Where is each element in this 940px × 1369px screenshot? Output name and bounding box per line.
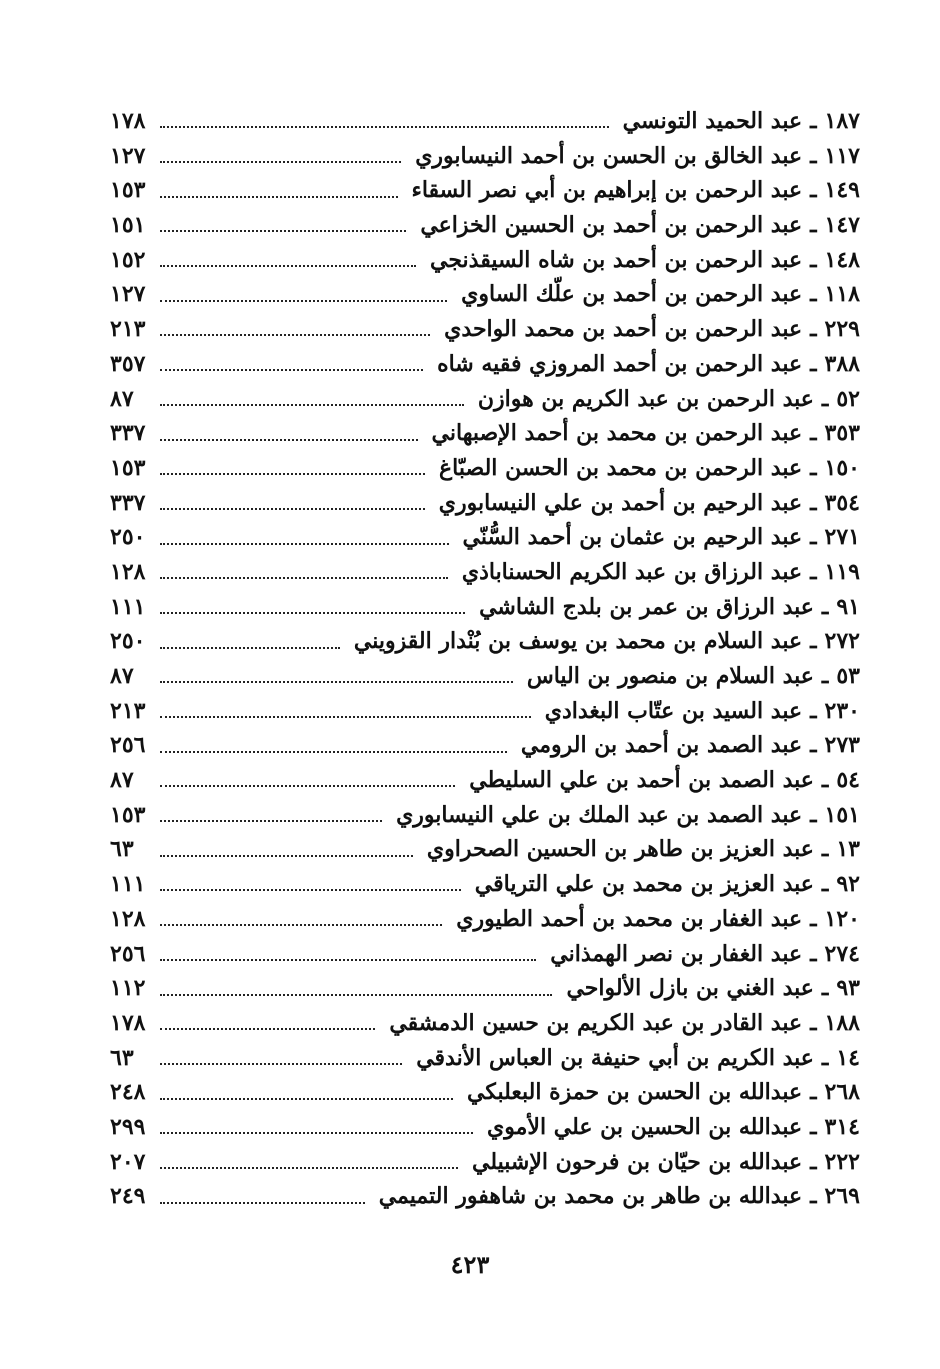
entry-name: عبد الخالق بن الحسن بن أحمد النيسابوري xyxy=(415,142,803,169)
index-entry xyxy=(110,1075,860,1110)
index-entry xyxy=(110,728,860,763)
entry-name: عبدالله بن الحسن بن حمزة البعلبكي xyxy=(467,1079,803,1106)
entry-name: عبد الرزاق بن عبد الكريم الحسناباذي xyxy=(461,558,803,585)
entry-page-ref: ١١١ xyxy=(110,593,146,620)
index-entry xyxy=(110,104,860,139)
dot-leader xyxy=(160,959,536,961)
entry-page-ref: ٢٠٧ xyxy=(110,1148,146,1175)
entry-page-ref: ٢٩٩ xyxy=(110,1113,146,1140)
entry-separator: ـ xyxy=(810,1148,817,1175)
entry-name: عبدالله بن الحسين بن علي الأموي xyxy=(487,1113,803,1140)
entry-number: ٥٤ xyxy=(836,767,860,794)
index-entry xyxy=(110,520,860,555)
entry-separator: ـ xyxy=(821,836,829,863)
dot-leader xyxy=(160,751,507,753)
entry-name: عبد الصمد بن أحمد بن الرومي xyxy=(520,732,803,759)
entry-page-ref: ٨٧ xyxy=(110,767,134,794)
entry-page-ref: ١٥١ xyxy=(110,212,146,239)
entry-name: عبد الصمد بن عبد الملك بن علي النيسابوري xyxy=(396,801,803,828)
entry-page-ref: ٢٤٨ xyxy=(110,1079,146,1106)
index-entry xyxy=(110,1145,860,1180)
entry-number: ٣٥٣ xyxy=(824,420,860,447)
entry-name: عبدالله بن حيّان بن فرحون الإشبيلي xyxy=(471,1148,803,1175)
entry-separator: ـ xyxy=(810,108,817,134)
entry-name: عبد العزيز بن محمد بن علي الترياقي xyxy=(474,871,814,898)
entry-page-ref: ١٧٨ xyxy=(110,1009,146,1036)
entry-name: عبد الرحمن بن أحمد بن علّك الساوي xyxy=(461,281,803,308)
entry-separator: ـ xyxy=(821,871,829,898)
entry-name: عبد الرحمن بن عبد الكريم بن هوازن xyxy=(477,385,814,412)
entry-page-ref: ١٥٣ xyxy=(110,177,146,204)
entry-name: عبد الرزاق بن عمر بن بلدج الشاشي xyxy=(479,593,814,620)
index-entry xyxy=(110,867,860,902)
index-entry xyxy=(110,451,860,486)
dot-leader xyxy=(160,473,425,475)
entry-separator: ـ xyxy=(821,663,829,689)
entry-page-ref: ١١١ xyxy=(110,871,146,898)
dot-leader xyxy=(160,1028,375,1030)
entry-number: ٥٣ xyxy=(836,663,860,689)
dot-leader xyxy=(160,1063,402,1065)
entry-page-ref: ٢٥٦ xyxy=(110,732,146,759)
dot-leader xyxy=(160,126,609,128)
entry-number: ٩٣ xyxy=(836,975,860,1002)
entry-separator: ـ xyxy=(810,212,817,239)
index-entry xyxy=(110,312,860,347)
index-entry xyxy=(110,347,860,382)
entry-page-ref: ٣٣٧ xyxy=(110,489,146,516)
entry-name: عبد العزيز بن طاهر بن الحسين الصحراوي xyxy=(426,836,814,863)
index-entry xyxy=(110,763,860,798)
entry-separator: ـ xyxy=(810,489,817,516)
dot-leader xyxy=(160,369,423,371)
dot-leader xyxy=(160,196,398,198)
index-entry xyxy=(110,694,860,729)
entry-name: عبد الصمد بن أحمد بن علي السليطي xyxy=(469,767,814,794)
dot-leader xyxy=(160,716,531,718)
entry-number: ١٨٧ xyxy=(824,108,860,134)
entry-separator: ـ xyxy=(810,1183,817,1210)
entry-separator: ـ xyxy=(821,593,829,620)
entry-separator: ـ xyxy=(810,1113,817,1140)
entry-separator: ـ xyxy=(810,454,817,481)
index-entry xyxy=(110,1006,860,1041)
dot-leader xyxy=(160,612,465,614)
index-entry xyxy=(110,486,860,521)
entry-number: ٣١٤ xyxy=(824,1113,860,1140)
entry-number: ١١٧ xyxy=(824,142,860,169)
entry-number: ٢٧٢ xyxy=(824,628,860,655)
entry-separator: ـ xyxy=(810,420,817,447)
entry-number: ١٥٠ xyxy=(824,454,860,481)
dot-leader xyxy=(160,785,455,787)
entry-number: ١٥١ xyxy=(824,801,860,828)
entry-page-ref: ١٢٨ xyxy=(110,905,146,932)
entry-page-ref: ٢١٣ xyxy=(110,316,146,343)
entry-page-ref: ٦٣ xyxy=(110,836,134,863)
entry-separator: ـ xyxy=(810,246,817,273)
entry-number: ٢٧٣ xyxy=(824,732,860,759)
dot-leader xyxy=(160,300,447,302)
index-entry xyxy=(110,555,860,590)
entry-number: ٢٢٢ xyxy=(824,1148,860,1175)
entry-separator: ـ xyxy=(810,524,817,551)
entry-separator: ـ xyxy=(810,281,817,308)
dot-leader xyxy=(160,543,449,545)
dot-leader xyxy=(160,1098,453,1100)
entry-page-ref: ٦٣ xyxy=(110,1044,134,1071)
index-entry xyxy=(110,624,860,659)
dot-leader xyxy=(160,820,382,822)
entry-separator: ـ xyxy=(810,1079,817,1106)
index-entry xyxy=(110,902,860,937)
entry-separator: ـ xyxy=(821,385,829,412)
index-entry xyxy=(110,1179,860,1214)
entry-name: عبد الرحمن بن محمد بن الحسن الصبّاغ xyxy=(439,454,803,481)
index-entry xyxy=(110,382,860,417)
index-entry xyxy=(110,1110,860,1145)
entry-separator: ـ xyxy=(810,558,817,585)
entry-name: عبد الرحمن بن أحمد بن شاه السيقذنجي xyxy=(430,246,803,273)
entry-page-ref: ١٥٣ xyxy=(110,454,146,481)
entry-number: ١٤٧ xyxy=(824,212,860,239)
entry-separator: ـ xyxy=(810,801,817,828)
entry-number: ٢٧٤ xyxy=(824,940,860,967)
entry-number: ٣٨٨ xyxy=(824,350,860,377)
dot-leader xyxy=(160,230,406,232)
entry-number: ٢٦٩ xyxy=(824,1183,860,1210)
entry-number: ١٣ xyxy=(836,836,860,863)
entry-page-ref: ٢٥٠ xyxy=(110,628,146,655)
dot-leader xyxy=(160,889,461,891)
dot-leader xyxy=(160,681,513,683)
entry-number: ١٨٨ xyxy=(824,1009,860,1036)
entry-name: عبد الحميد التونسي xyxy=(622,108,803,134)
dot-leader xyxy=(160,1132,473,1134)
entry-name: عبد الغني بن بازل الألواحي xyxy=(566,975,814,1002)
entry-page-ref: ١٢٧ xyxy=(110,142,146,169)
entry-separator: ـ xyxy=(821,1044,829,1071)
entry-page-ref: ١٥٣ xyxy=(110,801,146,828)
dot-leader xyxy=(160,508,425,510)
entry-page-ref: ١٧٨ xyxy=(110,108,146,134)
entry-separator: ـ xyxy=(810,142,817,169)
index-list xyxy=(110,104,860,1214)
entry-separator: ـ xyxy=(810,940,817,967)
entry-page-ref: ٢١٣ xyxy=(110,697,146,724)
entry-number: ٢٣٠ xyxy=(824,697,860,724)
entry-page-ref: ٢٥٠ xyxy=(110,524,146,551)
entry-separator: ـ xyxy=(821,975,829,1002)
entry-page-ref: ٢٥٦ xyxy=(110,940,146,967)
entry-number: ١١٩ xyxy=(824,558,860,585)
dot-leader xyxy=(160,994,552,996)
entry-page-ref: ٣٥٧ xyxy=(110,350,146,377)
entry-name: عبد الرحمن بن محمد بن أحمد الإصبهاني xyxy=(431,420,803,447)
entry-name: عبد الرحمن بن أحمد المروزي فقيه شاه xyxy=(437,350,803,377)
index-entry xyxy=(110,971,860,1006)
entry-separator: ـ xyxy=(810,732,817,759)
entry-separator: ـ xyxy=(810,177,817,204)
dot-leader xyxy=(160,439,418,441)
entry-number: ١٤٨ xyxy=(824,246,860,273)
entry-number: ٥٢ xyxy=(836,385,860,412)
index-entry xyxy=(110,798,860,833)
entry-name: عبد الرحيم بن عثمان بن أحمد السُّنّي xyxy=(462,524,803,551)
entry-name: عبد السلام بن منصور بن الياس xyxy=(526,663,814,689)
entry-name: عبد الرحمن بن أحمد بن محمد الواحدي xyxy=(444,316,803,343)
entry-number: ١١٨ xyxy=(824,281,860,308)
index-entry xyxy=(110,937,860,972)
entry-name: عبد الرحمن بن أحمد بن الحسين الخزاعي xyxy=(420,212,803,239)
entry-separator: ـ xyxy=(821,767,829,794)
entry-name: عبد السيد بن عتّاب البغدادي xyxy=(544,697,803,724)
entry-page-ref: ١١٢ xyxy=(110,975,146,1002)
index-entry xyxy=(110,208,860,243)
entry-name: عبد السلام بن محمد بن يوسف بن بُنْدار القزويني xyxy=(353,628,803,655)
entry-name: عبد الرحمن بن إبراهيم بن أبي نصر السقاء xyxy=(411,177,803,204)
entry-name: عبدالله بن طاهر بن محمد بن شاهفور التميمي xyxy=(378,1183,803,1210)
dot-leader xyxy=(160,1167,458,1169)
entry-page-ref: ١٥٢ xyxy=(110,246,146,273)
index-entry xyxy=(110,590,860,625)
index-entry xyxy=(110,1041,860,1076)
entry-page-ref: ١٢٨ xyxy=(110,558,146,585)
index-entry xyxy=(110,277,860,312)
dot-leader xyxy=(160,577,448,579)
entry-page-ref: ١٢٧ xyxy=(110,281,146,308)
entry-page-ref: ٢٤٩ xyxy=(110,1183,146,1210)
entry-separator: ـ xyxy=(810,697,817,724)
entry-name: عبد الكريم بن أبي حنيفة بن العباس الأندقي xyxy=(416,1044,814,1071)
index-entry xyxy=(110,243,860,278)
dot-leader xyxy=(160,404,464,406)
dot-leader xyxy=(160,161,401,163)
index-entry xyxy=(110,416,860,451)
entry-name: عبد القادر بن عبد الكريم بن حسين الدمشقي xyxy=(389,1009,803,1036)
entry-number: ٢٢٩ xyxy=(824,316,860,343)
entry-separator: ـ xyxy=(810,316,817,343)
index-entry xyxy=(110,139,860,174)
dot-leader xyxy=(160,265,416,267)
dot-leader xyxy=(160,855,413,857)
entry-number: ٩١ xyxy=(836,593,860,620)
entry-number: ٣٥٤ xyxy=(824,489,860,516)
index-entry xyxy=(110,173,860,208)
entry-number: ١٤ xyxy=(836,1044,860,1071)
entry-name: عبد الغفار بن محمد بن أحمد الطيوري xyxy=(456,905,803,932)
entry-number: ٢٦٨ xyxy=(824,1079,860,1106)
entry-separator: ـ xyxy=(810,1009,817,1036)
entry-page-ref: ٨٧ xyxy=(110,663,134,689)
entry-separator: ـ xyxy=(810,905,817,932)
dot-leader xyxy=(160,924,442,926)
index-entry xyxy=(110,659,860,694)
dot-leader xyxy=(160,1202,365,1204)
dot-leader xyxy=(160,647,340,649)
entry-number: ١٤٩ xyxy=(824,177,860,204)
dot-leader xyxy=(160,334,430,336)
entry-number: ٢٧١ xyxy=(824,524,860,551)
entry-number: ١٢٠ xyxy=(824,905,860,932)
index-entry xyxy=(110,832,860,867)
entry-name: عبد الغفار بن نصر الهمذاني xyxy=(550,940,803,967)
entry-separator: ـ xyxy=(810,628,817,655)
entry-page-ref: ٨٧ xyxy=(110,385,134,412)
entry-page-ref: ٣٣٧ xyxy=(110,420,146,447)
entry-name: عبد الرحيم بن أحمد بن علي النيسابوري xyxy=(438,489,803,516)
page-number: ٤٢٣ xyxy=(450,1250,490,1279)
entry-number: ٩٢ xyxy=(836,871,860,898)
entry-separator: ـ xyxy=(810,350,817,377)
